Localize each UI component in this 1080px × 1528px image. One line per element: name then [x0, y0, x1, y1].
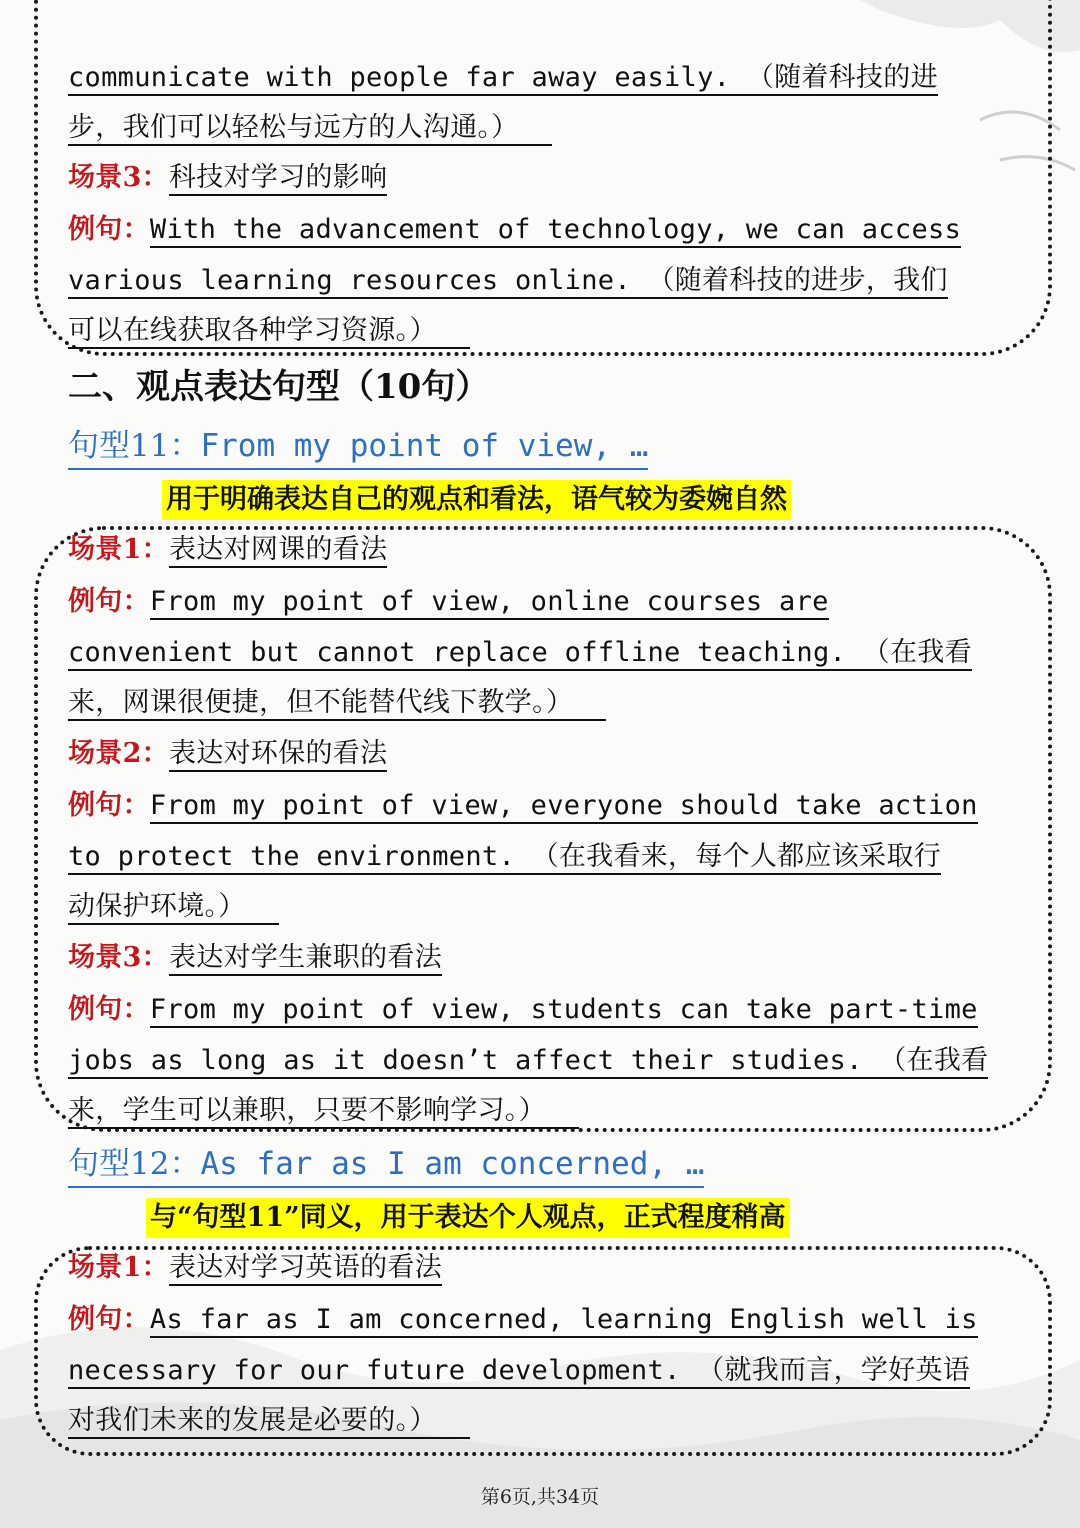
pattern-12-note: 与“句型11”同义，用于表达个人观点，正式程度稍高	[146, 1198, 790, 1238]
example-line: 可以在线获取各种学习资源。）	[68, 311, 470, 353]
scene-line: 场景3：表达对学生兼职的看法	[68, 938, 442, 980]
example-line: jobs as long as it doesn’t affect their studies. （在我看	[68, 1041, 988, 1083]
example-line: 动保护环境。）	[68, 887, 279, 929]
example-line: 例句：From my point of view, students can take part-time	[68, 990, 978, 1032]
example-line: 来，网课很便捷，但不能替代线下教学。）	[68, 683, 606, 725]
scene-text: 科技对学习的影响	[169, 162, 387, 196]
example-label: 例句：	[68, 214, 150, 245]
pattern-11-heading: 句型11：From my point of view, …	[68, 424, 648, 470]
example-line: convenient but cannot replace offline teaching. （在我看	[68, 633, 972, 675]
scene-line: 场景1：表达对学习英语的看法	[68, 1248, 442, 1290]
pattern-11-note: 用于明确表达自己的观点和看法，语气较为委婉自然	[162, 480, 791, 520]
scene-label: 场景3：	[68, 162, 169, 193]
pattern-12-heading: 句型12：As far as I am concerned, …	[68, 1142, 704, 1188]
example-line: necessary for our future development. （就我而言，学好英语	[68, 1351, 970, 1393]
example-line: 来，学生可以兼职，只要不影响学习。）	[68, 1091, 579, 1133]
example-line: 例句：With the advancement of technology, we can access	[68, 210, 961, 252]
scene-line: 场景2：表达对环保的看法	[68, 734, 387, 776]
page-number: 第6页,共34页	[480, 1486, 600, 1508]
example-line: 例句：From my point of view, online courses are	[68, 582, 829, 624]
example-line: 对我们未来的发展是必要的。）	[68, 1401, 470, 1443]
scene-line: 场景1：表达对网课的看法	[68, 530, 387, 572]
example-line: to protect the environment. （在我看来，每个人都应该采取行	[68, 837, 941, 879]
section-title: 二、观点表达句型（10句）	[68, 367, 490, 407]
example-line: 例句：From my point of view, everyone should take action	[68, 786, 978, 828]
scene-line	[68, 158, 387, 200]
example-line: 例句：As far as I am concerned, learning English well is	[68, 1300, 978, 1342]
text-line: communicate with people far away easily. （随着科技的进	[68, 58, 938, 100]
text-line: 步，我们可以轻松与远方的人沟通。）	[68, 108, 552, 150]
example-line: various learning resources online. （随着科技的进步，我们	[68, 261, 948, 303]
